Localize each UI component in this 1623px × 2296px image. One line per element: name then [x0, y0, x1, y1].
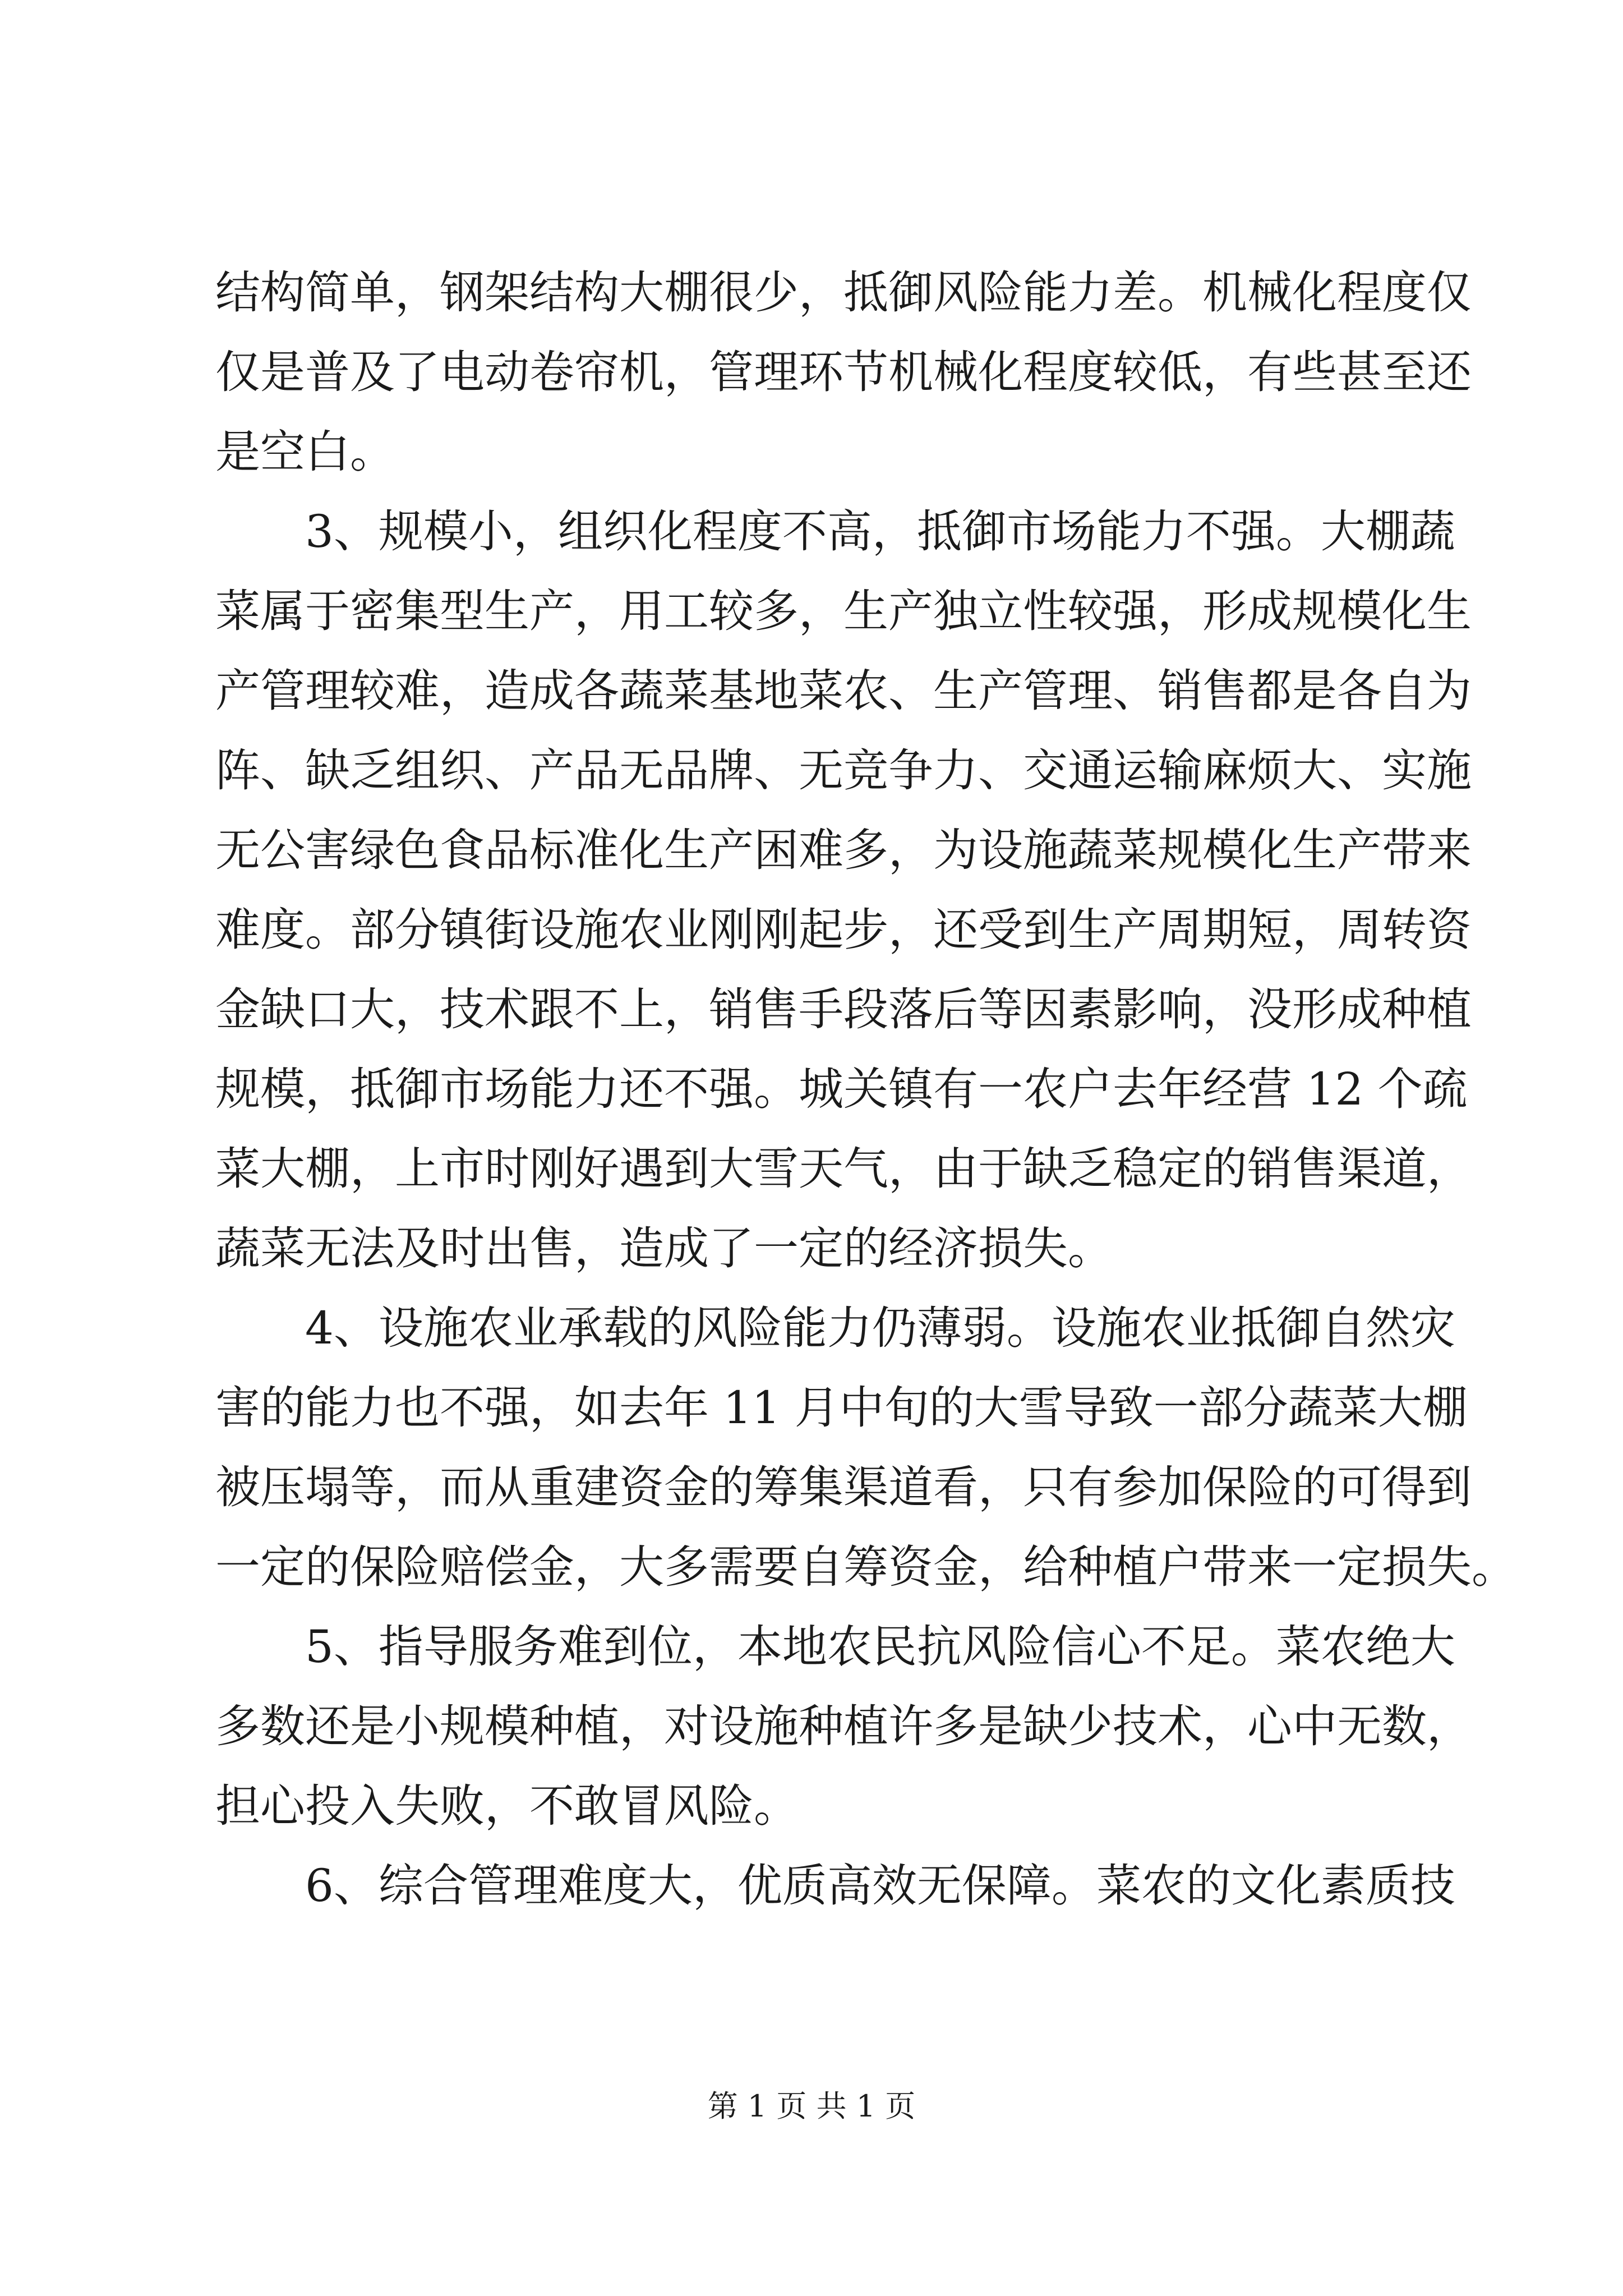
- text-line: 菜大棚，上市时刚好遇到大雪天气，由于缺乏稳定的销售渠道，: [215, 1143, 1472, 1195]
- text-line: 多数还是小规模种植，对设施种植许多是缺少技术，心中无数，: [215, 1700, 1472, 1752]
- text-line: 菜属于密集型生产，用工较多，生产独立性较强，形成规模化生: [215, 585, 1472, 637]
- text-line: 仅是普及了电动卷帘机，管理环节机械化程度较低，有些甚至还: [215, 346, 1472, 398]
- page-footer: 第 1 页 共 1 页: [707, 2088, 916, 2124]
- paragraph-first-line: 3、规模小，组织化程度不高，抵御市场能力不强。大棚蔬: [305, 505, 1455, 558]
- paragraph-first-line: 4、设施农业承载的风险能力仍薄弱。设施农业抵御自然灾: [305, 1302, 1455, 1354]
- text-line: 结构简单，钢架结构大棚很少，抵御风险能力差。机械化程度仅: [215, 266, 1472, 319]
- text-line: 被压塌等，而从重建资金的筹集渠道看，只有参加保险的可得到: [215, 1461, 1472, 1513]
- text-line: 是空白。: [215, 426, 395, 478]
- paragraph-first-line: 6、综合管理难度大，优质高效无保障。菜农的文化素质技: [305, 1860, 1455, 1912]
- text-line: 阵、缺乏组织、产品无品牌、无竞争力、交通运输麻烦大、实施: [215, 744, 1472, 797]
- text-line: 产管理较难，造成各蔬菜基地菜农、生产管理、销售都是各自为: [215, 665, 1472, 717]
- text-line: 一定的保险赔偿金，大多需要自筹资金，给种植户带来一定损失。: [215, 1541, 1516, 1593]
- text-line: 蔬菜无法及时出售，造成了一定的经济损失。: [215, 1222, 1113, 1274]
- text-line: 担心投入失败，不敢冒风险。: [215, 1780, 799, 1832]
- paragraph-first-line: 5、指导服务难到位，本地农民抗风险信心不足。菜农绝大: [305, 1621, 1455, 1673]
- text-line: 难度。部分镇街设施农业刚刚起步，还受到生产周期短，周转资: [215, 904, 1472, 956]
- text-line: 害的能力也不强，如去年 11 月中旬的大雪导致一部分蔬菜大棚: [215, 1382, 1468, 1434]
- text-line: 金缺口大，技术跟不上，销售手段落后等因素影响，没形成种植: [215, 983, 1472, 1036]
- text-line: 规模，抵御市场能力还不强。城关镇有一农户去年经营 12 个疏: [215, 1063, 1468, 1115]
- text-line: 无公害绿色食品标准化生产困难多，为设施蔬菜规模化生产带来: [215, 824, 1472, 876]
